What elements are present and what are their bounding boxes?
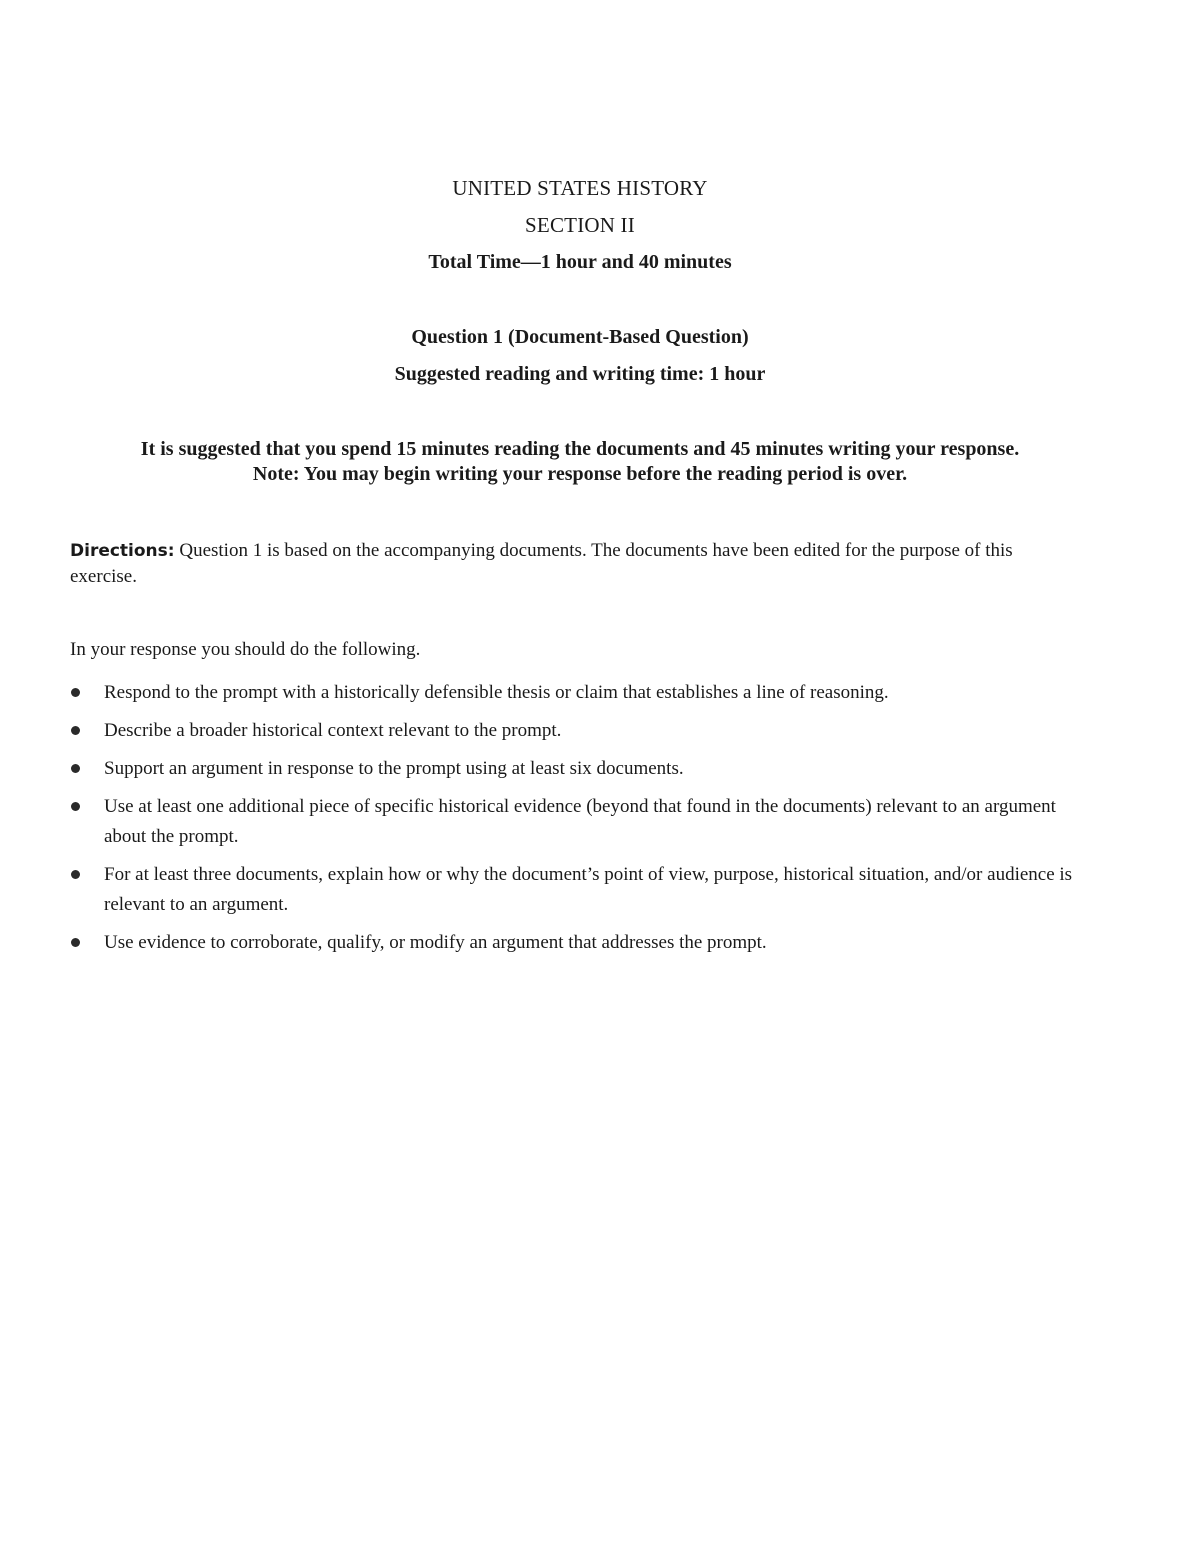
suggestion-line-1: It is suggested that you spend 15 minutes reading the documents and 45 minutes writing your response. (140, 438, 1020, 460)
list-item (70, 860, 1080, 920)
bullet-icon (71, 764, 80, 773)
list-item-text: For at least three documents, explain how or why the document’s point of view, purpose, historical situation, and/or audience is relevant to an argument. (104, 864, 1073, 915)
list-item-text: Describe a broader historical context relevant to the prompt. (104, 720, 562, 741)
list-item-text: Support an argument in response to the prompt using at least six documents. (104, 758, 684, 779)
suggested-time: Suggested reading and writing time: 1 hour (394, 363, 766, 385)
list-item (70, 754, 1080, 784)
list-item-text: Use evidence to corroborate, qualify, or modify an argument that addresses the prompt. (104, 932, 767, 953)
bullet-icon (71, 870, 80, 879)
bullet-icon (71, 802, 80, 811)
directions-text: Question 1 is based on the accompanying documents. The documents have been edited for the purpose of this exercise. (70, 540, 1013, 587)
suggestion-line-2: Note: You may begin writing your response before the reading period is over. (252, 463, 908, 485)
section-title: SECTION II (525, 213, 635, 237)
list-item (70, 678, 1080, 708)
list-item (70, 928, 1080, 958)
list-item-text: Respond to the prompt with a historically defensible thesis or claim that establishes a line of reasoning. (104, 682, 889, 703)
requirements-list (70, 678, 1080, 966)
question-title: Question 1 (Document-Based Question) (411, 326, 749, 348)
list-item (70, 716, 1080, 746)
total-time: Total Time—1 hour and 40 minutes (428, 251, 732, 273)
subject-title: UNITED STATES HISTORY (452, 176, 708, 200)
bullet-icon (71, 688, 80, 697)
bullet-icon (71, 726, 80, 735)
bullet-icon (71, 938, 80, 947)
intro-text: In your response you should do the following. (70, 639, 421, 660)
directions-label: Directions: (70, 541, 175, 561)
directions-paragraph (70, 538, 1070, 589)
list-item-text: Use at least one additional piece of specific historical evidence (beyond that found in the documents) relevant to an argument about the prompt. (104, 796, 1056, 847)
list-item (70, 792, 1080, 852)
